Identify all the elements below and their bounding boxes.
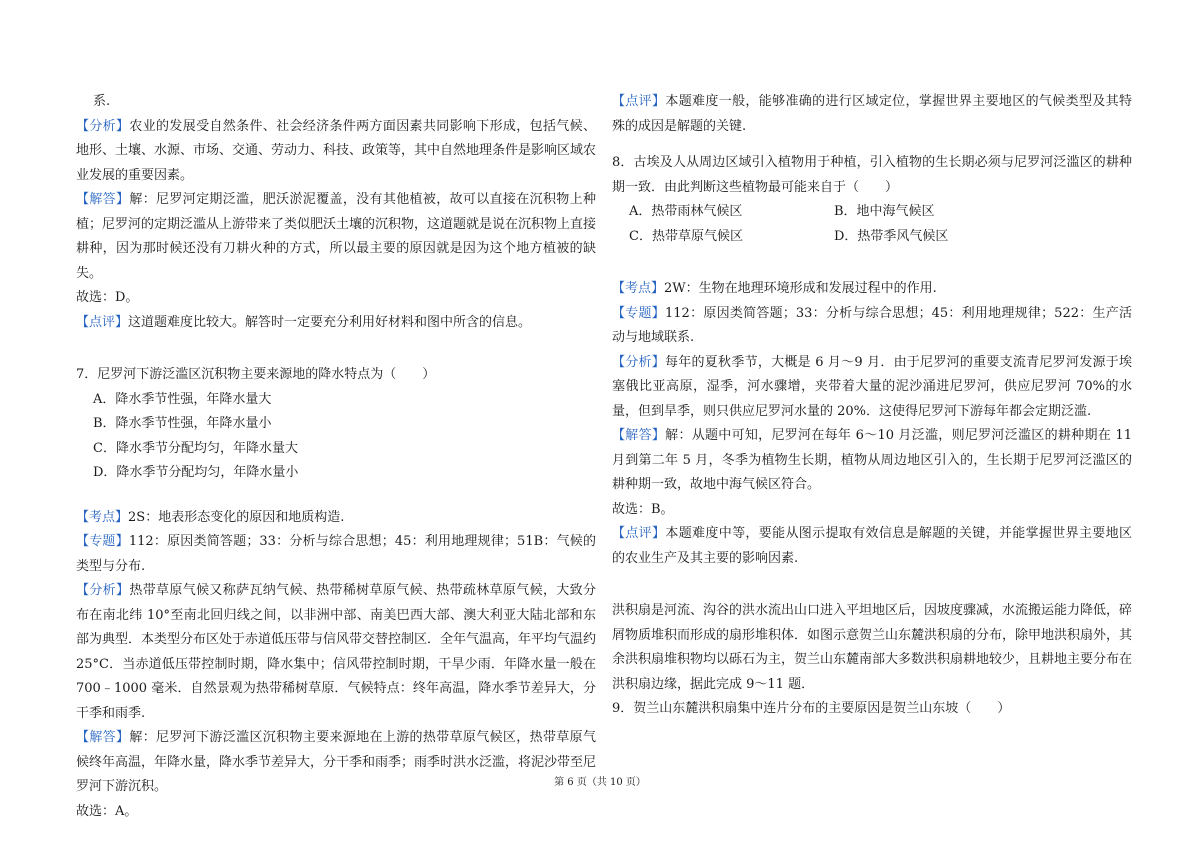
comment-text: 本题难度一般，能够准确的进行区域定位，掌握世界主要地区的气候类型及其特殊的成因是解题的关键. <box>612 94 1132 134</box>
knowledge-tag: 【考点】 <box>612 281 665 296</box>
q8-option-a: A．热带雨林气候区 <box>629 204 743 219</box>
analysis-text: 热带草原气候又称萨瓦纳气候、热带稀树草原气候、热带疏林草原气候，大致分布在南北纬 10°至南北回归线之间，以非洲中部、南美巴西大部、澳大利亚大陆北部和东部为典型．本类型分布区处于赤道低压带与信风带交替控制区．全年气温高，年平均气温约 25°C．当赤道低压带控制时期，降水集中；信风带控制时期，干旱少雨．年降水量一般在 700﹣1000 毫米．自然景观为热带稀树草原．气候特点：终年高温，降水季节差异大，分干季和雨季. <box>76 583 597 721</box>
choice-result: 故选：A。 <box>76 803 138 819</box>
question-9-stem: 9．贺兰山东麓洪积扇集中连片分布的主要原因是贺兰山东坡（ ） <box>612 701 1011 716</box>
left-column <box>76 90 596 824</box>
comment-tag: 【点评】 <box>76 314 129 330</box>
answer-tag: 【解答】 <box>76 192 130 207</box>
analysis-block <box>612 351 1132 425</box>
answer-block <box>612 424 1132 498</box>
comment-tag: 【点评】 <box>612 526 666 541</box>
q8-option-b: B．地中海气候区 <box>834 204 935 219</box>
analysis-tag: 【分析】 <box>612 354 666 370</box>
topic-tag: 【专题】 <box>76 534 129 549</box>
answer-text: 解：尼罗河定期泛滥，肥沃淤泥覆盖，没有其他植被，故可以直接在沉积物上种植；尼罗河的定期泛滥从上游带来了类似肥沃土壤的沉积物，这道题就是说在沉积物上直接耕种，因为那时候还没有刀耕火种的方式，所以最主要的原因就是因为这个地方植被的缺失。 <box>76 192 597 281</box>
comment-text: 这道题难度比较大。解答时一定要充分利用好材料和图中所含的信息。 <box>128 314 532 330</box>
answer-tag: 【解答】 <box>76 730 130 745</box>
answer-text: 解：从题中可知，尼罗河在每年 6～10 月泛滥，则尼罗河泛滥区的耕种期在 11 月到第二年 5 月，冬季为植物生长期，植物从周边地区引入的，生长期于尼罗河泛滥区的耕种期一致，故地中海气候区符合。 <box>612 428 1132 492</box>
topic-block <box>76 530 596 579</box>
topic-tag: 【专题】 <box>612 305 666 321</box>
comment-block <box>612 522 1132 571</box>
analysis-block <box>76 115 596 189</box>
question-7-stem: 7．尼罗河下游泛滥区沉积物主要来源地的降水特点为（ ） <box>76 367 436 382</box>
answer-tag: 【解答】 <box>612 428 666 443</box>
topic-text: 112：原因类简答题；33：分析与综合思想；45：利用地理规律；522：生产活动与地域联系. <box>612 305 1132 345</box>
comment-tag: 【点评】 <box>612 94 666 109</box>
comment-block <box>612 90 1132 139</box>
q8-options-row-2 <box>612 225 1132 250</box>
knowledge-text: 2W：生物在地理环境形成和发展过程中的作用. <box>664 281 937 296</box>
analysis-tag: 【分析】 <box>76 583 130 598</box>
choice-result: 故选：D。 <box>76 290 139 305</box>
knowledge-point-block <box>612 277 1132 302</box>
q8-options-row-1 <box>612 200 1132 225</box>
knowledge-text: 2S：地表形态变化的原因和地质构造. <box>128 509 345 525</box>
passage-text: 洪积扇是河流、沟谷的洪水流出山口进入平坦地区后，因坡度骤减，水流搬运能力降低，碎屑物质堆积而形成的扇形堆积体．如图示意贺兰山东麓洪积扇的分布，除甲地洪积扇外，其余洪积扇堆积物均以砾石为主，贺兰山东麓南部大多数洪积扇耕地较少，且耕地主要分布在洪积扇边缘，据此完成 9～11 题． <box>612 603 1133 692</box>
analysis-tag: 【分析】 <box>76 118 130 134</box>
right-column <box>612 90 1132 722</box>
topic-text: 112：原因类简答题；33：分析与综合思想；45：利用地理规律；51B：气候的类型与分布. <box>76 534 596 574</box>
q7-option-c: C．降水季节分配均匀，年降水量大 <box>93 440 298 456</box>
q7-option-a: A．降水季节性强，年降水量大 <box>93 391 272 407</box>
comment-block <box>76 311 596 336</box>
q7-option-d: D．降水季节分配均匀，年降水量小 <box>93 465 299 480</box>
page-footer: 第 6 页（共 10 页） <box>554 777 646 788</box>
text-line: 系. <box>93 94 111 109</box>
q7-option-b: B．降水季节性强，年降水量小 <box>93 416 272 431</box>
analysis-text: 农业的发展受自然条件、社会经济条件两方面因素共同影响下形成，包括气候、地形、土壤、水源、市场、交通、劳动力、科技、政策等，其中自然地理条件是影响区域农业发展的重要因素。 <box>76 118 597 183</box>
knowledge-point-block <box>76 506 596 531</box>
answer-block <box>76 726 596 800</box>
q8-option-c: C．热带草原气候区 <box>629 228 743 244</box>
question-8-stem: 8．古埃及人从周边区域引入植物用于种植，引入植物的生长期必须与尼罗河泛滥区的耕种期一致．由此判断这些植物最可能来自于（ ） <box>612 155 1132 195</box>
answer-text: 解：尼罗河下游泛滥区沉积物主要来源地在上游的热带草原气候区，热带草原气候终年高温，年降水量，降水季节差异大，分干季和雨季；雨季时洪水泛滥，将泥沙带至尼罗河下游沉积。 <box>76 730 597 794</box>
q8-option-d: D．热带季风气候区 <box>834 228 949 244</box>
choice-result: 故选：B。 <box>612 501 674 517</box>
knowledge-tag: 【考点】 <box>76 509 129 525</box>
analysis-block <box>76 579 596 726</box>
comment-text: 本题难度中等，要能从图示提取有效信息是解题的关键，并能掌握世界主要地区的农业生产及其主要的影响因素. <box>612 526 1132 566</box>
analysis-text: 每年的夏秋季节，大概是 6 月～9 月．由于尼罗河的重要支流青尼罗河发源于埃塞俄比亚高原，湿季，河水骤增，夹带着大量的泥沙涌进尼罗河，供应尼罗河 70%的水量，但到旱季，则只供应尼罗河水量的 20%．这使得尼罗河下游每年都会定期泛滥. <box>612 354 1132 419</box>
topic-block <box>612 302 1132 351</box>
answer-block <box>76 188 596 286</box>
